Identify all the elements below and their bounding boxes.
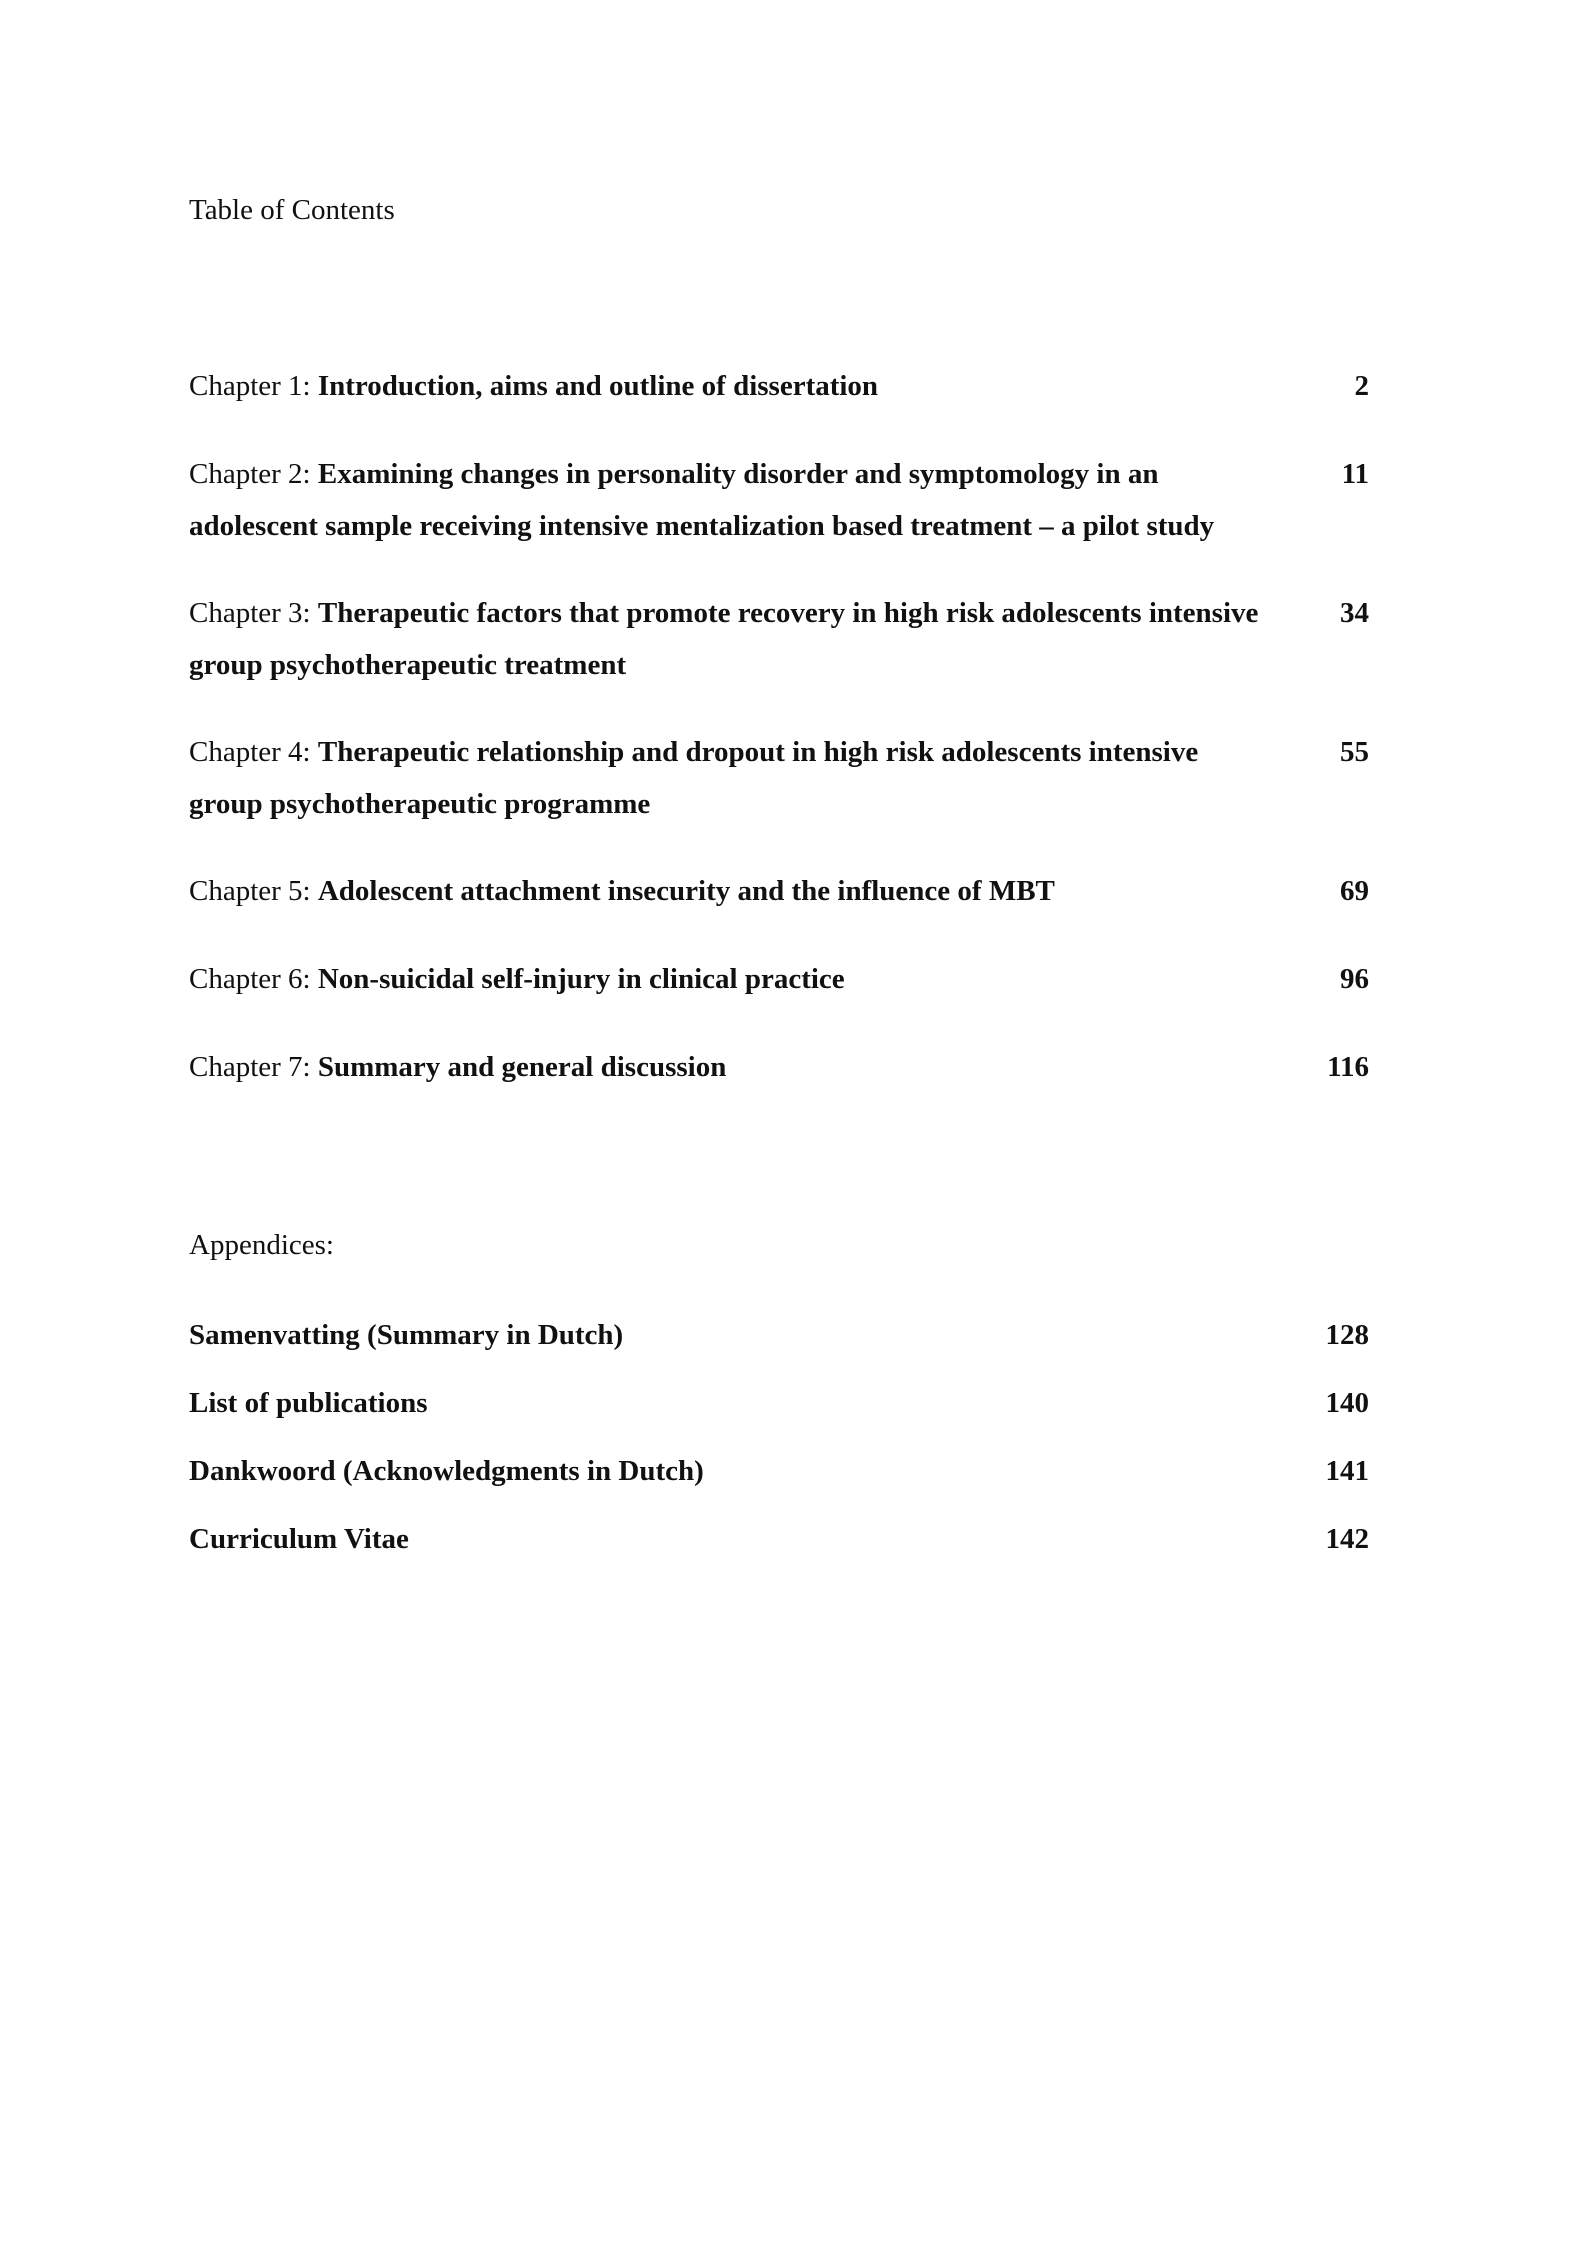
appendix-item-summary-dutch	[189, 1315, 1369, 1355]
chapter-title: Non-suicidal self-injury in clinical practice	[317, 963, 845, 995]
toc-chapter-title	[189, 587, 1279, 691]
chapter-prefix: Chapter 3:	[189, 597, 311, 629]
chapter-page-number: 55	[1340, 736, 1369, 768]
toc-chapter-title	[189, 865, 1279, 917]
chapter-title: Therapeutic relationship and dropout in high risk adolescents intensive group psychotherapeutic programme	[189, 736, 1199, 820]
appendix-page-number: 142	[1325, 1523, 1369, 1555]
toc-chapter-title	[189, 1041, 1279, 1093]
chapter-title: Introduction, aims and outline of dissertation	[317, 370, 879, 402]
toc-chapter-title	[189, 360, 1279, 412]
appendix-title: Dankwoord (Acknowledgments in Dutch)	[189, 1455, 704, 1487]
appendix-title: List of publications	[189, 1387, 428, 1419]
appendix-page-number: 128	[1325, 1319, 1369, 1351]
toc-chapter-4	[189, 726, 1369, 830]
chapter-title: Therapeutic factors that promote recovery in high risk adolescents intensive group psychotherapeutic treatment	[189, 597, 1259, 681]
appendix-title: Curriculum Vitae	[189, 1523, 409, 1555]
toc-chapter-title	[189, 448, 1279, 552]
chapter-page-number: 116	[1327, 1051, 1369, 1083]
toc-chapter-1	[189, 360, 1369, 412]
chapter-prefix: Chapter 4:	[189, 736, 311, 768]
toc-chapter-6	[189, 953, 1369, 1005]
toc-chapter-title	[189, 953, 1279, 1005]
appendix-title: Samenvatting (Summary in Dutch)	[189, 1319, 624, 1351]
appendices-heading: Appendices:	[189, 1229, 334, 1261]
chapter-prefix: Chapter 6:	[189, 963, 311, 995]
chapter-title: Examining changes in personality disorder and symptomology in an adolescent sample receiving intensive mentalization based treatment – a pilot study	[189, 458, 1215, 542]
toc-chapter-title	[189, 726, 1279, 830]
toc-chapter-3	[189, 587, 1369, 691]
chapter-title: Summary and general discussion	[317, 1051, 727, 1083]
page-title: Table of Contents	[189, 194, 395, 226]
appendix-item-acknowledgments	[189, 1451, 1369, 1491]
appendix-item-curriculum-vitae	[189, 1519, 1369, 1559]
appendix-page-number: 140	[1325, 1387, 1369, 1419]
chapter-prefix: Chapter 5:	[189, 875, 311, 907]
chapter-title: Adolescent attachment insecurity and the influence of MBT	[317, 875, 1055, 907]
chapter-prefix: Chapter 7:	[189, 1051, 311, 1083]
chapter-prefix: Chapter 2:	[189, 458, 311, 490]
toc-chapter-5	[189, 865, 1369, 917]
toc-chapter-2	[189, 448, 1369, 552]
chapter-page-number: 11	[1341, 458, 1369, 490]
chapter-page-number: 96	[1340, 963, 1369, 995]
appendix-page-number: 141	[1325, 1455, 1369, 1487]
toc-chapter-7	[189, 1041, 1369, 1093]
chapter-page-number: 2	[1354, 370, 1369, 402]
chapter-page-number: 69	[1340, 875, 1369, 907]
appendix-item-publications	[189, 1383, 1369, 1423]
chapter-prefix: Chapter 1:	[189, 370, 311, 402]
chapter-page-number: 34	[1340, 597, 1369, 629]
